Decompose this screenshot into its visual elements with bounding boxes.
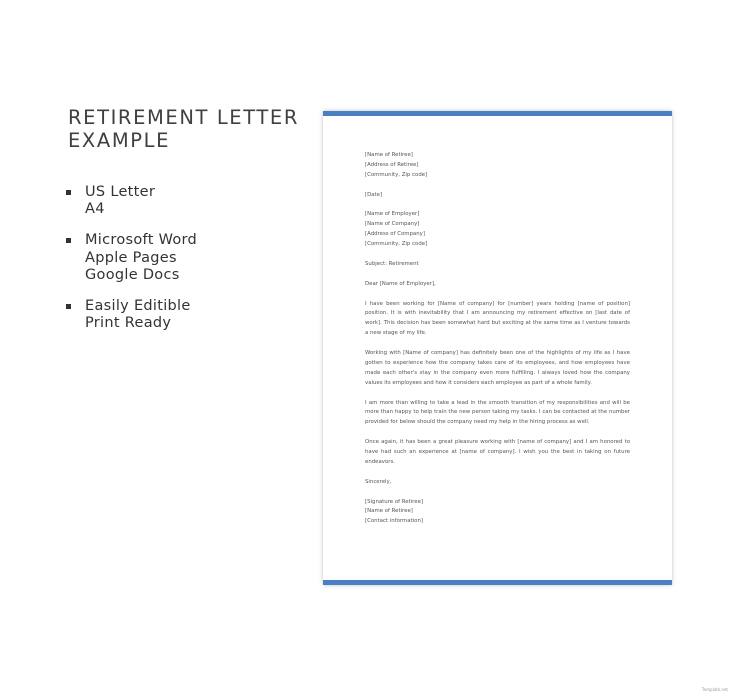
feature-list — [66, 184, 197, 346]
accent-bar-top — [323, 111, 672, 116]
recipient-line: [Community, Zip code] — [365, 241, 428, 248]
feature-text: Easily Editible — [85, 298, 191, 315]
sender-line: [Address of Retiree] — [365, 161, 419, 168]
signature-line: [Name of Retiree] — [365, 508, 413, 515]
feature-text: Google Docs — [85, 266, 180, 283]
watermark: Template.net — [701, 687, 728, 692]
accent-bar-bottom — [323, 580, 672, 585]
title-line-1: RETIREMENT LETTER — [68, 106, 299, 129]
recipient-line: [Name of Employer] — [365, 211, 420, 218]
feature-text: Print Ready — [85, 315, 172, 332]
recipient-line: [Name of Company] — [365, 221, 420, 228]
feature-item-software — [66, 232, 197, 284]
letter-paragraph: I have been working for [Name of company] for [number] years holding [name of position] position. It is with inevitability that I am announcing my retirement effective on [last date of work]. This decision has been somewhat hard but exciting at the same time as I venture towards a new stage of my life. — [365, 300, 630, 337]
letter-closing: Sincerely, — [365, 478, 392, 485]
letter-salutation: Dear [Name of Employer], — [365, 280, 436, 287]
sender-line: [Community, Zip code] — [365, 171, 428, 178]
letter-body — [365, 151, 630, 537]
letter-paragraph: Working with [Name of company] has definitely been one of the highlights of my life as I have gotten to experience how the company takes care of its employees, and how employees have made each other's stay in the company even more fulfilling. I always loved how the company values its employees and how it considers each employee as part of a whole family. — [365, 350, 630, 386]
bullet-icon — [66, 238, 71, 243]
letter-subject: Subject: Retirement — [365, 260, 419, 267]
recipient-block — [365, 210, 630, 250]
sender-line: [Name of Retiree] — [365, 152, 413, 158]
signature-line: [Signature of Retiree] — [365, 498, 423, 505]
sender-block — [365, 151, 630, 181]
bullet-icon — [66, 190, 71, 195]
signature-line: [Contact information] — [365, 518, 424, 525]
recipient-line: [Address of Company] — [365, 231, 425, 238]
feature-text: A4 — [85, 201, 105, 218]
signature-block — [365, 498, 630, 528]
letter-paragraph: I am more than willing to take a lead in the smooth transition of my responsibilities and will be more than happy to help train the new person taking my tasks. I can be contacted at the number provided for below should the company need my help in the hiring process as well. — [365, 399, 630, 426]
feature-text: Apple Pages — [85, 249, 177, 266]
letter-date: [Date] — [365, 191, 383, 198]
feature-text: US Letter — [85, 184, 156, 200]
feature-text: Microsoft Word — [85, 232, 198, 249]
page-title — [68, 106, 299, 152]
feature-item-format — [66, 184, 197, 218]
letter-paragraph: Once again, it has been a great pleasure working with [name of company] and I am honored to have had such an experience at [name of company]. I wish you the best in taking on future endeavors. — [365, 439, 630, 465]
feature-item-editable — [66, 298, 197, 332]
bullet-icon — [66, 304, 71, 309]
title-line-2: EXAMPLE — [68, 129, 170, 152]
letter-preview — [323, 111, 672, 585]
